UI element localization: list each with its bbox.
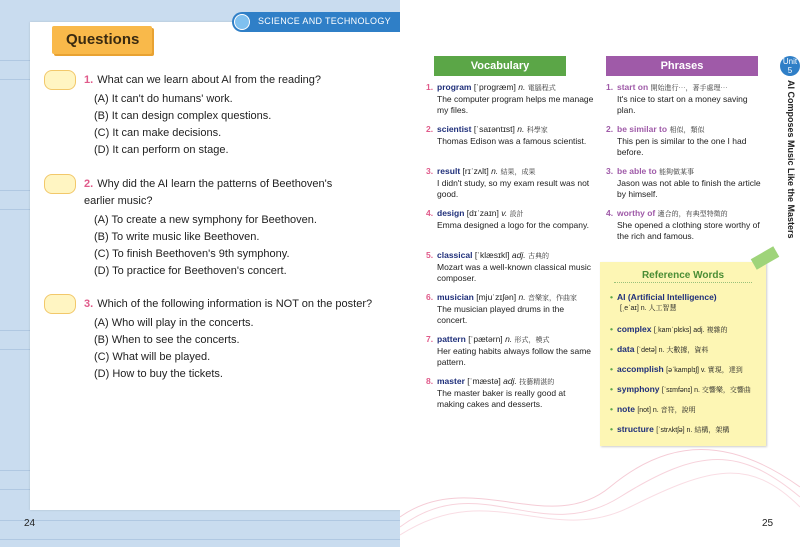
vocab-word: musician [437,292,474,302]
item-number: 1. [426,82,434,92]
example-sentence: The computer program helps me manage my files. [437,94,594,115]
option-b: (B) It can design complex questions. [94,110,272,122]
item-number: 2. [606,124,614,134]
example-sentence: It's nice to start on a money saving plan. [617,94,748,115]
item-number: 7. [426,334,434,344]
reference-term: structure [616,424,654,434]
part-of-speech: adj. [503,376,517,386]
reference-word: • AI (Artificial Intelligence) [ˌeˈaɪ] n. 人工智慧 [610,292,717,312]
reference-detail: [not] n. 音符，說明 [637,407,696,414]
vocab-word: classical [437,250,473,260]
chinese-meaning: 形式，模式 [514,337,550,344]
vocab-word: design [437,208,465,218]
reference-title: Reference Words [641,270,725,281]
reference-word: • accomplish [əˈkamplɪʃ] v. 實現，達到 [610,364,743,374]
item-number: 4. [606,208,614,218]
reference-detail: [əˈkamplɪʃ] v. 實現，達到 [666,367,743,374]
item-number: 4. [426,208,434,218]
reference-term: data [616,344,635,354]
part-of-speech: n. [505,334,513,344]
answer-box[interactable] [44,174,76,194]
questions-heading-text: Questions [66,31,140,48]
option-d: (D) It can perform on stage. [94,144,229,156]
unit-number: 5 [787,66,793,75]
chinese-meaning: 適合的，有典型特徵的 [657,211,728,218]
chinese-meaning: 能夠做某事 [659,169,695,176]
reference-term: note [616,404,635,414]
chinese-meaning: 音樂家，作曲家 [527,295,577,302]
reference-detail: [ˈdetə] n. 大數據，資料 [636,347,709,354]
unit-title: AI Composes Music Like the Masters [786,80,796,239]
phrase-text: worthy of [617,208,656,218]
question-number: 3. [84,298,94,310]
question-stem: What can we learn about AI from the reading? [97,74,321,86]
music-staff-decoration [0,520,400,540]
vocab-word: scientist [437,124,472,134]
example-sentence: The musician played drums in the concert. [437,304,565,325]
question-text [84,296,384,313]
questions-heading [52,26,152,54]
page-number-right: 25 [762,518,774,529]
pronunciation: [rɪˈzʌlt] [462,166,489,176]
chinese-meaning: 設計 [509,211,524,218]
question-3 [44,294,384,384]
pronunciation: [mjuˈzɪʃən] [476,292,517,302]
chinese-meaning: 相似，類似 [669,127,705,134]
chinese-meaning: 結果，成果 [500,169,536,176]
vocab-word: program [437,82,472,92]
unit-title-vertical [770,80,800,250]
unit-label: Unit [782,57,798,66]
example-sentence: The master baker is really good at making cakes and desserts. [437,388,566,409]
chinese-meaning: 技藝精湛的 [519,379,555,386]
part-of-speech: n. [517,124,525,134]
example-sentence: This pen is similar to the one I had before. [617,136,747,157]
phrase-text: be similar to [617,124,668,134]
reference-words-card [600,262,766,446]
question-number: 1. [84,74,94,86]
item-number: 3. [426,166,434,176]
example-sentence: Jason was not able to finish the article by himself. [617,178,761,199]
divider [614,282,752,283]
vocab-word: pattern [437,334,466,344]
reference-word: • symphony [ˈsɪmfənɪ] n. 交響樂，交響曲 [610,384,751,394]
question-stem: Why did the AI learn the patterns of Beethoven's earlier music? [84,178,333,207]
reference-word: • structure [ˈstrʌktʃə] n. 結構，架構 [610,424,730,434]
reference-term: complex [616,324,652,334]
question-number: 2. [84,178,94,190]
item-number: 8. [426,376,434,386]
example-sentence: Her eating habits always follow the same pattern. [437,346,592,367]
section-label: SCIENCE AND TECHNOLOGY [258,16,391,26]
option-c: (C) To finish Beethoven's 9th symphony. [94,248,290,260]
chinese-meaning: 科學家 [526,127,548,134]
option-d: (D) How to buy the tickets. [94,368,223,380]
pronunciation: [ˈsaɪəntɪst] [473,124,515,134]
item-number: 6. [426,292,434,302]
reference-term: accomplish [616,364,664,374]
chinese-meaning: 電腦程式 [527,85,556,92]
vocabulary-list [426,82,598,422]
question-2 [44,174,384,284]
reference-detail: [ˌeˈaɪ] n. 人工智慧 [620,305,677,312]
question-text [84,72,384,89]
vocab-word: result [437,166,461,176]
item-number: 3. [606,166,614,176]
option-a: (A) To create a new symphony for Beethoven. [94,214,317,226]
globe-icon [234,14,250,30]
option-a: (A) Who will play in the concerts. [94,317,254,329]
unit-badge [780,56,800,76]
option-b: (B) To write music like Beethoven. [94,231,260,243]
chinese-meaning: 開始進行⋯，著手處理⋯ [650,85,728,92]
pronunciation: [dɪˈzaɪn] [466,208,499,218]
option-b: (B) When to see the concerts. [94,334,240,346]
item-number: 1. [606,82,614,92]
example-sentence: I didn't study, so my exam result was not good. [437,178,590,199]
example-sentence: She opened a clothing store worthy of the rich and famous. [617,220,760,241]
phrases-list [606,82,768,252]
chinese-meaning: 古典的 [527,253,549,260]
reference-detail: [ˌkamˈplɛks] adj. 複雜的 [653,327,728,334]
phrase-text: be able to [617,166,657,176]
option-c: (C) What will be played. [94,351,211,363]
reference-word: • complex [ˌkamˈplɛks] adj. 複雜的 [610,324,728,334]
page-number-left: 24 [24,518,36,529]
reference-detail: [ˈstrʌktʃə] n. 結構，架構 [656,427,730,434]
pronunciation: [ˈklæsɪkl] [474,250,510,260]
pronunciation: [ˈmæstə] [467,376,501,386]
phrases-heading: Phrases [606,56,758,76]
answer-box[interactable] [44,294,76,314]
reference-term: AI (Artificial Intelligence) [616,292,717,302]
reference-word: • note [not] n. 音符，說明 [610,404,696,414]
item-number: 2. [426,124,434,134]
answer-box[interactable] [44,70,76,90]
section-banner [232,12,400,32]
example-sentence: Thomas Edison was a famous scientist. [437,136,587,146]
part-of-speech: n. [518,82,526,92]
option-c: (C) It can make decisions. [94,127,222,139]
vocabulary-heading: Vocabulary [434,56,566,76]
part-of-speech: v. [501,208,508,218]
reference-word: • data [ˈdetə] n. 大數據，資料 [610,344,709,354]
question-stem: Which of the following information is NOT on the poster? [97,298,373,310]
part-of-speech: n. [491,166,499,176]
phrase-text: start on [617,82,649,92]
part-of-speech: adj. [511,250,526,260]
example-sentence: Mozart was a well-known classical music composer. [437,262,591,283]
example-sentence: Emma designed a logo for the company. [437,220,589,230]
reference-term: symphony [616,384,660,394]
pronunciation: [ˈpætərn] [468,334,503,344]
option-a: (A) It can't do humans' work. [94,93,233,105]
item-number: 5. [426,250,434,260]
part-of-speech: n. [518,292,526,302]
option-d: (D) To practice for Beethoven's concert. [94,265,287,277]
pronunciation: [ˈprogræm] [473,82,516,92]
vocab-word: master [437,376,465,386]
question-1 [44,70,384,160]
question-text [84,176,354,210]
reference-detail: [ˈsɪmfənɪ] n. 交響樂，交響曲 [661,387,751,394]
